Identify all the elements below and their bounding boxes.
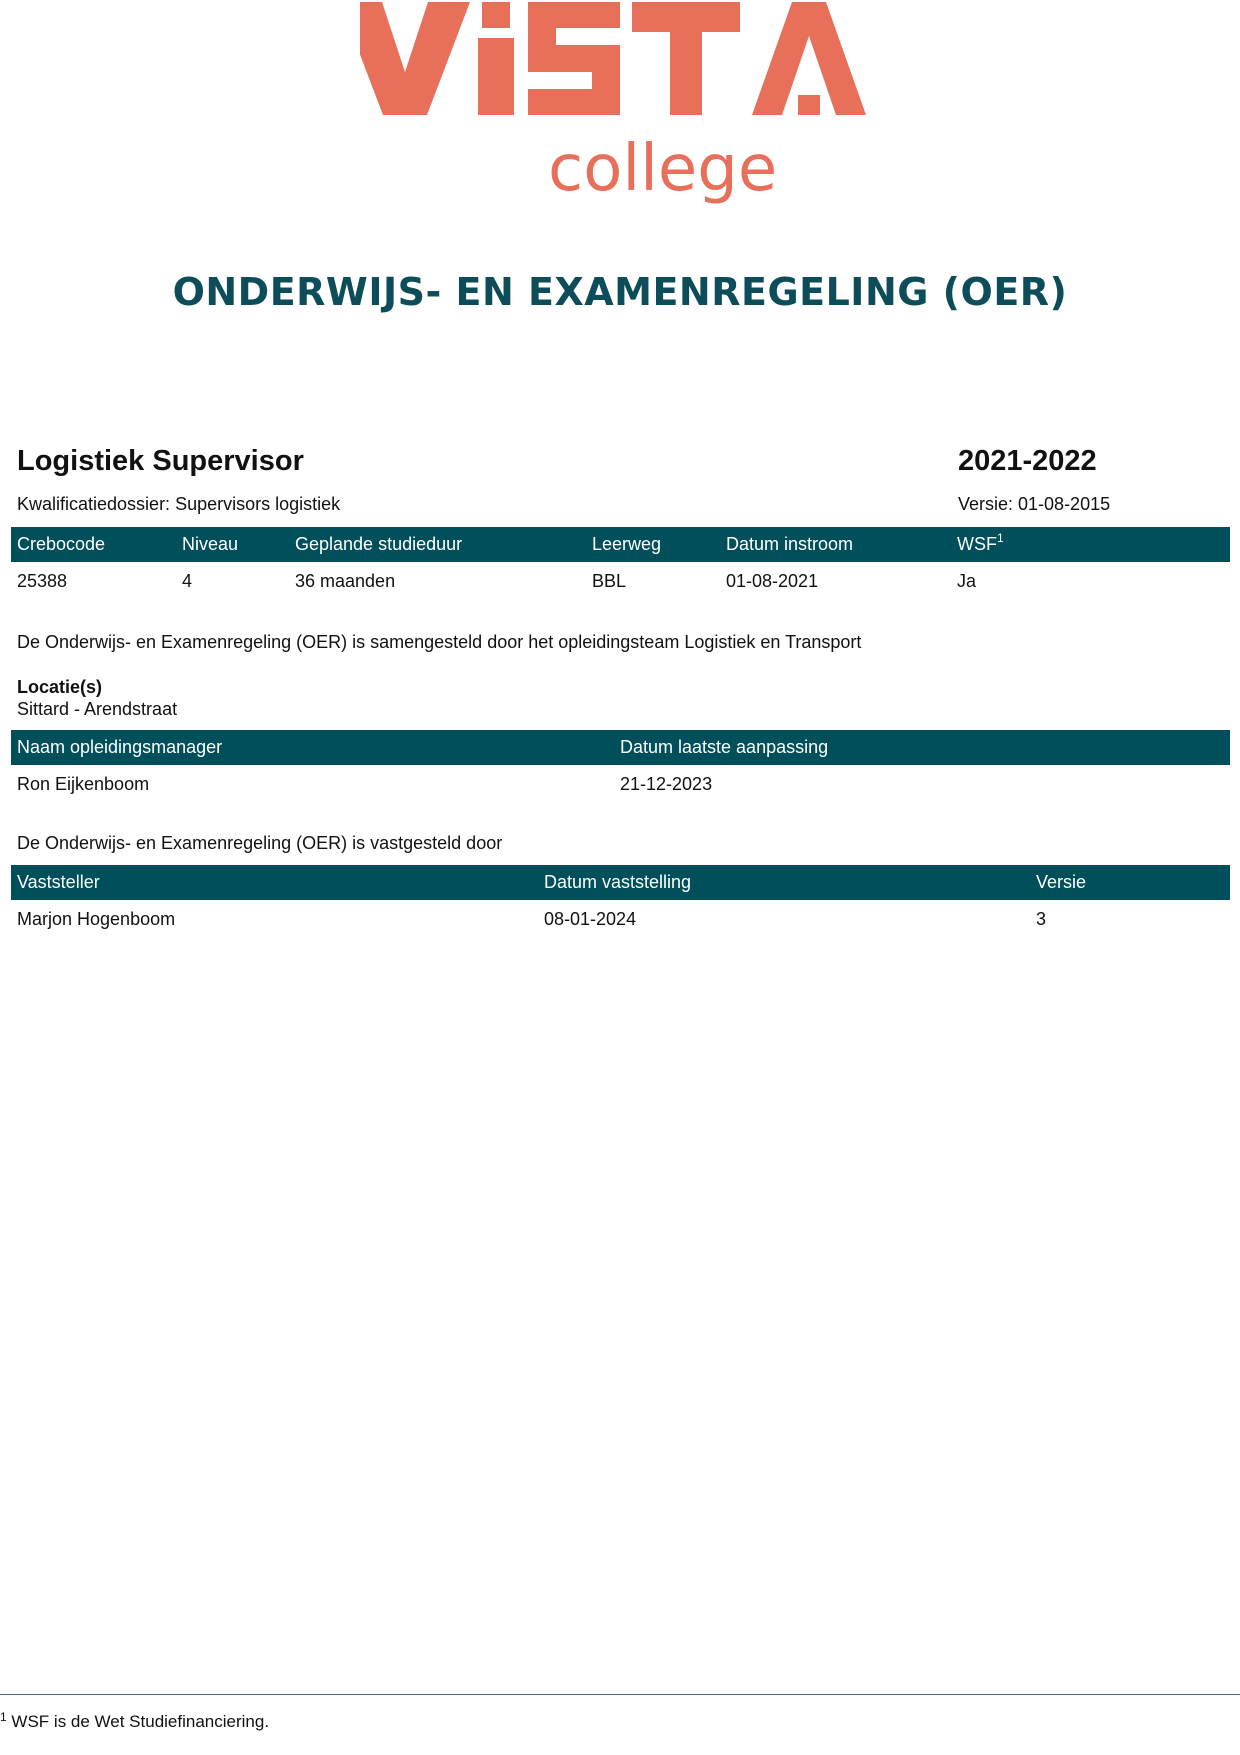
cell-approval-date: 08-01-2024 bbox=[544, 909, 637, 929]
footnote-mark: 1 bbox=[0, 1710, 7, 1724]
header-last-modified: Datum laatste aanpassing bbox=[614, 730, 1230, 765]
program-details-table bbox=[11, 527, 1230, 601]
cell-crebocode: 25388 bbox=[17, 571, 68, 591]
dossier-version: Versie: 01-08-2015 bbox=[958, 494, 1111, 514]
locations-heading: Locatie(s) bbox=[17, 677, 103, 697]
manager-table bbox=[11, 730, 1230, 804]
cell-approver: Marjon Hogenboom bbox=[17, 909, 176, 929]
composed-by-text: De Onderwijs- en Examenregeling (OER) is samengesteld door het opleidingsteam Logistiek en Transport bbox=[17, 632, 862, 652]
cell-wsf: Ja bbox=[957, 571, 977, 591]
vista-logo-graphic bbox=[360, 0, 880, 210]
cell-studieduur: 36 maanden bbox=[295, 571, 396, 591]
program-name: Logistiek Supervisor bbox=[17, 445, 304, 477]
footnote bbox=[0, 1712, 269, 1732]
table-header-row bbox=[11, 730, 1230, 765]
academic-year: 2021-2022 bbox=[958, 445, 1097, 477]
table-row bbox=[11, 765, 1230, 804]
wsf-label: WSF bbox=[957, 534, 997, 554]
header-datum-instroom: Datum instroom bbox=[720, 527, 951, 562]
locations-value: Sittard - Arendstraat bbox=[17, 699, 178, 719]
header-leerweg: Leerweg bbox=[586, 527, 720, 562]
document-title: ONDERWIJS- EN EXAMENREGELING (OER) bbox=[172, 270, 1068, 314]
header-approver: Vaststeller bbox=[11, 865, 538, 900]
qualification-dossier: Kwalificatiedossier: Supervisors logistiek bbox=[17, 494, 341, 514]
header-niveau: Niveau bbox=[176, 527, 289, 562]
table-header-row bbox=[11, 527, 1230, 562]
logo-sub-text: college bbox=[548, 132, 778, 206]
footnote-text: WSF is de Wet Studiefinanciering. bbox=[11, 1712, 270, 1731]
header-manager-name: Naam opleidingsmanager bbox=[11, 730, 614, 765]
cell-last-modified: 21-12-2023 bbox=[620, 774, 713, 794]
header-wsf bbox=[951, 527, 1230, 562]
vista-college-logo bbox=[360, 0, 880, 210]
cell-leerweg: BBL bbox=[592, 571, 627, 591]
cell-niveau: 4 bbox=[182, 571, 193, 591]
header-version: Versie bbox=[1030, 865, 1230, 900]
cell-datum-instroom: 01-08-2021 bbox=[726, 571, 819, 591]
wsf-footnote-mark: 1 bbox=[997, 531, 1004, 545]
established-by-text: De Onderwijs- en Examenregeling (OER) is vastgesteld door bbox=[17, 833, 503, 853]
header-crebocode: Crebocode bbox=[11, 527, 176, 562]
cell-manager-name: Ron Eijkenboom bbox=[17, 774, 150, 794]
table-row bbox=[11, 900, 1230, 939]
table-header-row bbox=[11, 865, 1230, 900]
header-studieduur: Geplande studieduur bbox=[289, 527, 586, 562]
header-approval-date: Datum vaststelling bbox=[538, 865, 1030, 900]
table-row bbox=[11, 562, 1230, 601]
footnote-divider bbox=[0, 1694, 1240, 1695]
approval-table bbox=[11, 865, 1230, 939]
cell-version: 3 bbox=[1036, 909, 1047, 929]
